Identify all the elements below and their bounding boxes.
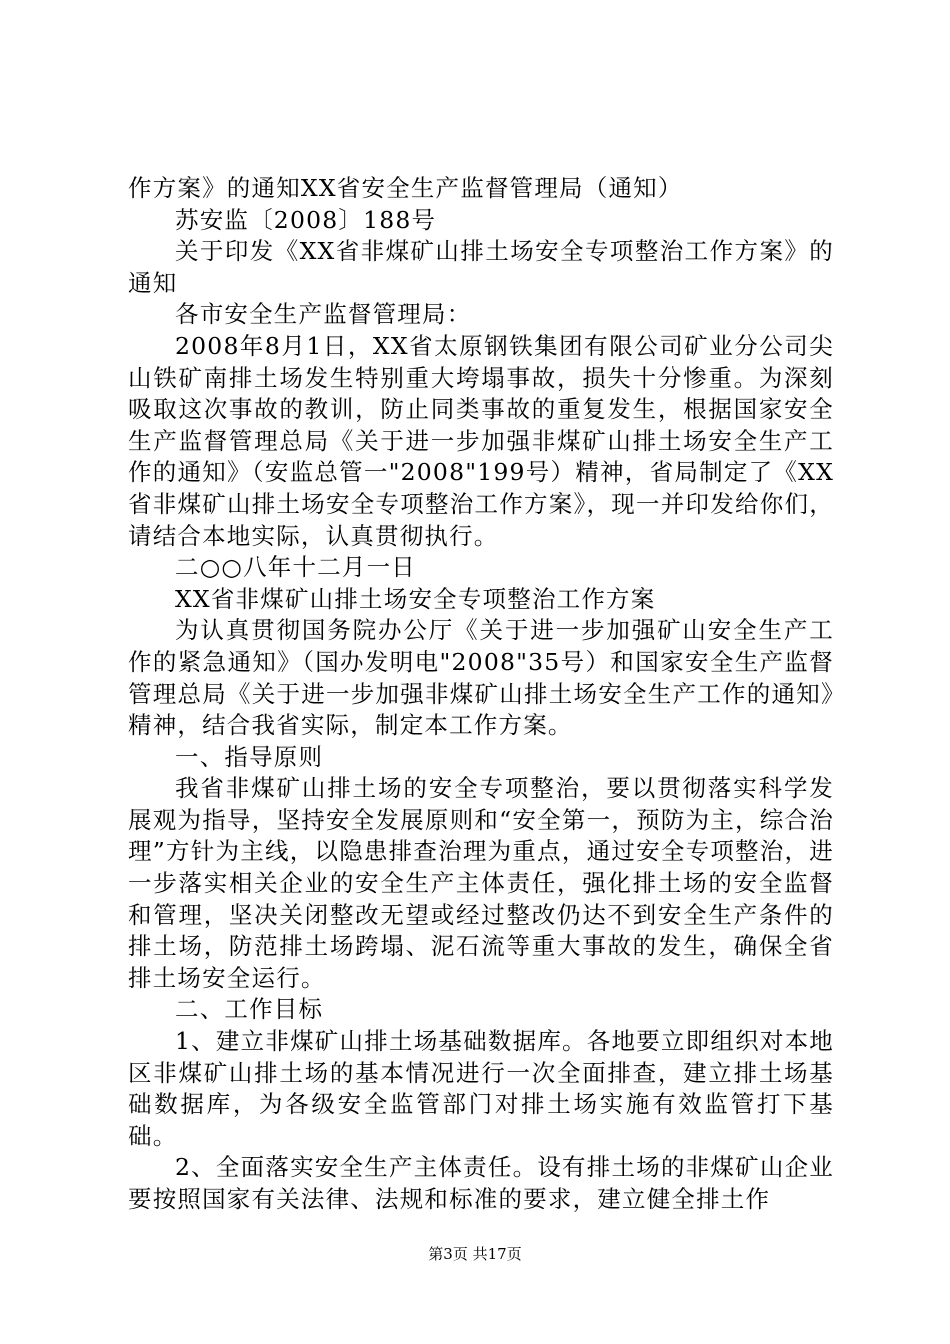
- paragraph-purpose: 为认真贯彻国务院办公厅《关于进一步加强矿山安全生产工作的紧急通知》（国办发明电"2008"35号）和国家安全生产监督管理总局《关于进一步加强非煤矿山排土场安全生产工作的通知》精神，结合我省实际，制定本工作方案。: [128, 616, 834, 740]
- paragraph-goal-2: 2、全面落实安全生产主体责任。设有排土场的非煤矿山企业要按照国家有关法律、法规和标准的要求，建立健全排土作: [128, 1153, 834, 1213]
- page-footer: 第3页 共17页: [428, 1245, 522, 1263]
- section-heading-goals: 二、工作目标: [175, 995, 324, 1024]
- paragraph-goal-1: 1、建立非煤矿山排土场基础数据库。各地要立即组织对本地区非煤矿山排土场的基本情况进行一次全面排查，建立排土场基础数据库，为各级安全监管部门对排土场实施有效监管打下基础。: [128, 1027, 834, 1150]
- addressee: 各市安全生产监督管理局：: [175, 300, 472, 329]
- notice-title: 关于印发《XX省非煤矿山排土场安全专项整治工作方案》的通知: [128, 237, 834, 297]
- document-number: 苏安监〔2008〕188号: [175, 205, 437, 234]
- paragraph-principles: 我省非煤矿山排土场的安全专项整治，要以贯彻落实科学发展观为指导，坚持安全发展原则和“安全第一，预防为主，综合治理”方针为主线，以隐患排查治理为重点，通过安全专项整治，进一步落实相关企业的安全生产主体责任，强化排土场的安全监督和管理，坚决关闭整改无望或经过整改仍达不到安全生产条件的排土场，防范排土场跨塌、泥石流等重大事故的发生，确保全省排土场安全运行。: [128, 774, 834, 992]
- paragraph-background: 2008年8月1日，XX省太原钢铁集团有限公司矿业分公司尖山铁矿南排土场发生特别重大垮塌事故，损失十分惨重。为深刻吸取这次事故的教训，防止同类事故的重复发生，根据国家安全生产监督管理总局《关于进一步加强非煤矿山排土场安全生产工作的通知》（安监总管一"2008"199号）精神，省局制定了《XX省非煤矿山排土场安全专项整治工作方案》，现一并印发给你们，请结合本地实际，认真贯彻执行。: [128, 331, 834, 550]
- paragraph-continuation: 作方案》的通知XX省安全生产监督管理局（通知）: [128, 174, 683, 202]
- plan-title: XX省非煤矿山排土场安全专项整治工作方案: [175, 584, 656, 613]
- issue-date: 二○○八年十二月一日: [175, 553, 417, 582]
- document-body: [128, 173, 834, 1216]
- section-heading-principles: 一、指导原则: [175, 742, 324, 771]
